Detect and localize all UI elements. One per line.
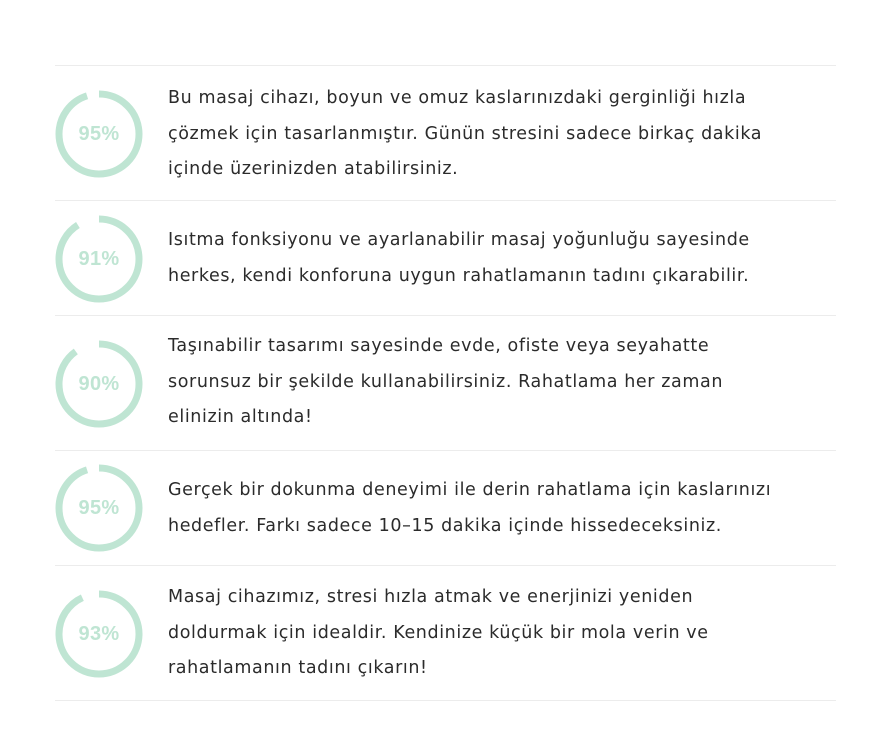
percentage-label: 95%: [78, 123, 120, 145]
benefit-text-line: doldurmak için idealdir. Kendinize küçük bir mola verin ve: [168, 622, 709, 643]
benefit-text-line: içinde üzerinizden atabilirsiniz.: [168, 159, 459, 179]
benefit-row: [55, 66, 836, 201]
percentage-ring: [55, 215, 143, 303]
benefit-text: [168, 81, 828, 188]
benefit-text-line: Gerçek bir dokunma deneyimi ile derin rahatlama için kaslarınızı: [168, 480, 772, 500]
benefit-text: [168, 580, 828, 687]
benefit-text-line: elinizin altında!: [168, 407, 313, 427]
benefit-text-line: hedefler. Farkı sadece 10–15 dakika içinde hissedeceksiniz.: [168, 515, 722, 536]
percentage-label: 95%: [78, 497, 120, 519]
percentage-ring: [55, 340, 143, 428]
benefit-row: [55, 316, 836, 451]
percentage-label: 93%: [78, 623, 120, 645]
benefit-text-line: Bu masaj cihazı, boyun ve omuz kaslarınızdaki gerginliği hızla: [168, 88, 747, 108]
benefit-text-line: sorunsuz bir şekilde kullanabilirsiniz. Rahatlama her zaman: [168, 371, 724, 392]
benefit-row: [55, 566, 836, 701]
benefits-list: [55, 65, 836, 701]
benefit-row: [55, 451, 836, 566]
benefit-text: [168, 329, 828, 436]
percentage-ring: [55, 590, 143, 678]
percentage-label: 91%: [78, 248, 120, 270]
benefit-text-line: Isıtma fonksiyonu ve ayarlanabilir masaj yoğunluğu sayesinde: [168, 230, 750, 250]
benefit-row: [55, 201, 836, 316]
benefit-text: [168, 473, 828, 544]
benefit-text-line: rahatlamanın tadını çıkarın!: [168, 658, 428, 678]
benefit-text: [168, 223, 828, 294]
percentage-ring: [55, 90, 143, 178]
benefit-text-line: çözmek için tasarlanmıştır. Günün stresini sadece birkaç dakika: [168, 123, 763, 144]
benefit-text-line: herkes, kendi konforuna uygun rahatlamanın tadını çıkarabilir.: [168, 265, 750, 286]
benefit-text-line: Taşınabilir tasarımı sayesinde evde, ofiste veya seyahatte: [168, 336, 710, 356]
benefit-text-line: Masaj cihazımız, stresi hızla atmak ve enerjinizi yeniden: [168, 587, 694, 607]
percentage-label: 90%: [78, 373, 120, 395]
percentage-ring: [55, 464, 143, 552]
